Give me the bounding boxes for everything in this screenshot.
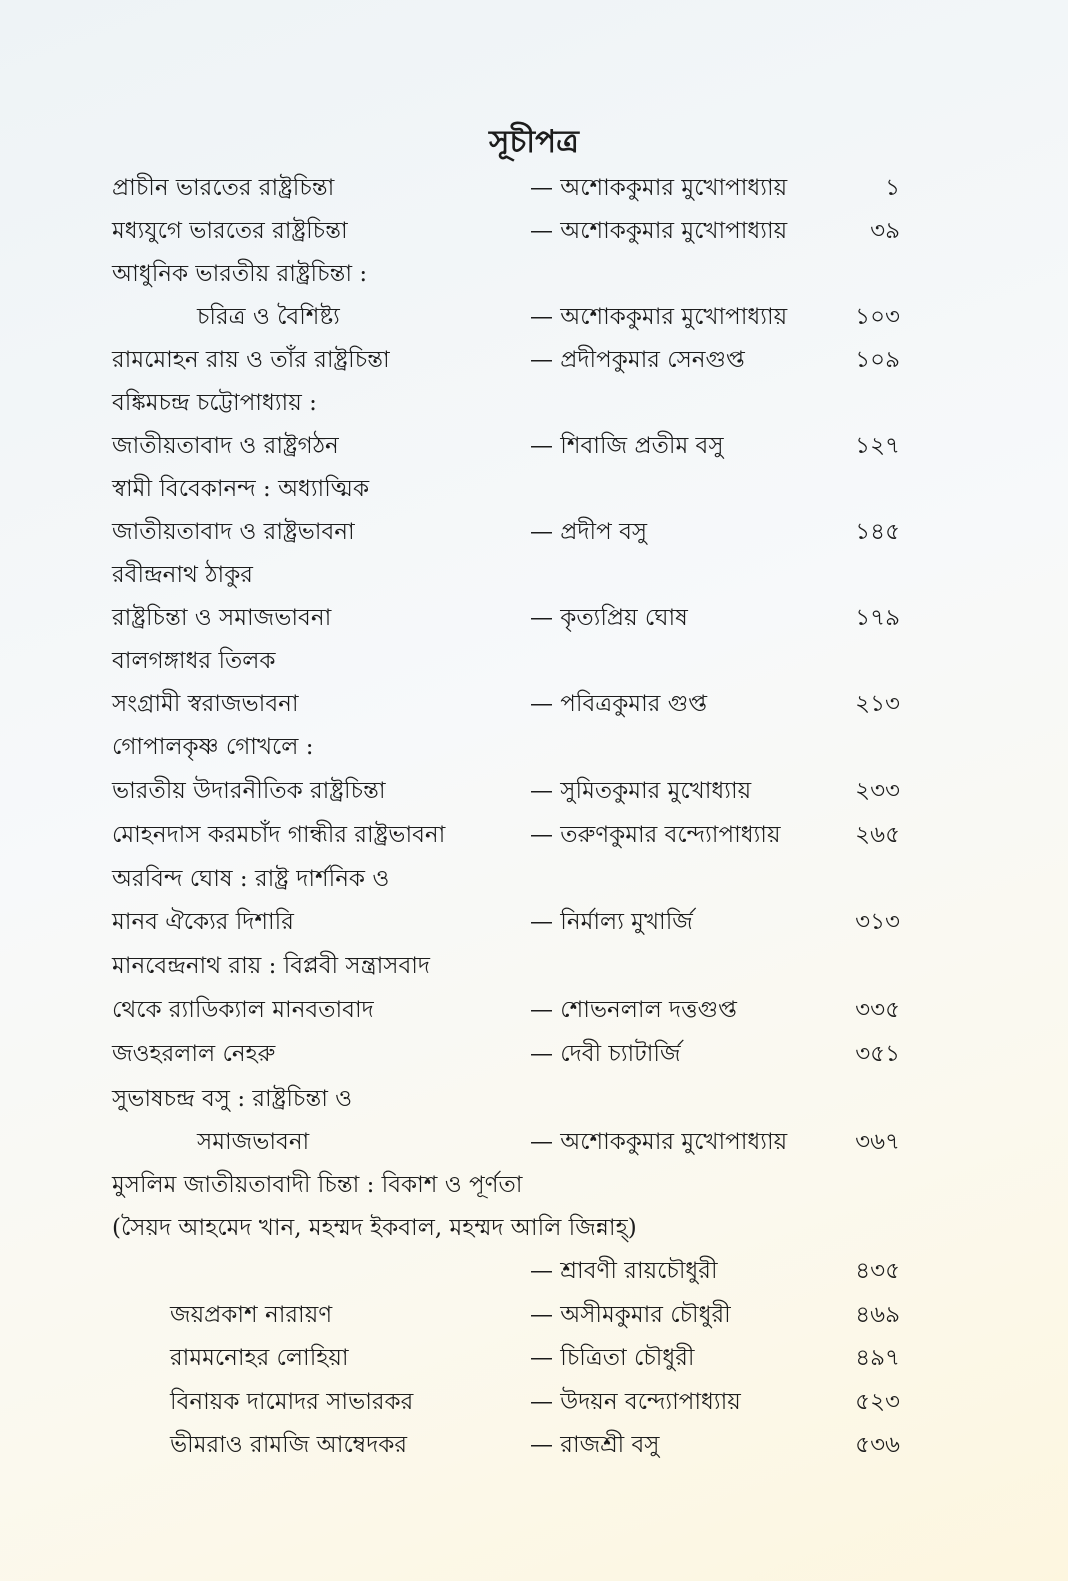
toc-entry: [0, 340, 1068, 380]
entry-page: ১০৩: [855, 304, 900, 330]
toc-section-heading: [0, 469, 1068, 509]
entry-title: বালগঙ্গাধর তিলক: [112, 648, 276, 674]
entry-page: ৩৯: [870, 218, 900, 244]
entry-page: ৫২৩: [855, 1389, 900, 1415]
toc-section-heading: [0, 641, 1068, 681]
entry-author: — পবিত্রকুমার গুপ্ত: [530, 691, 707, 717]
toc-section-heading: [0, 383, 1068, 423]
entry-page: ২১৩: [855, 691, 900, 717]
entry-page: ৪৩৫: [855, 1258, 900, 1284]
entry-page: ১০৯: [855, 347, 900, 373]
toc-entry: [0, 1295, 1068, 1335]
toc-entry: [0, 598, 1068, 638]
entry-title: মানব ঐক্যের দিশারি: [112, 909, 294, 935]
entry-page: ৩৩৫: [855, 997, 900, 1023]
toc-entry: [0, 902, 1068, 942]
toc-entry: [0, 1382, 1068, 1422]
entry-page: ২৩৩: [855, 778, 900, 804]
toc-section-heading: [0, 1165, 1068, 1205]
entry-title: বিনায়ক দামোদর সাভারকর: [170, 1389, 414, 1415]
entry-title: জওহরলাল নেহরু: [112, 1041, 276, 1067]
entry-page: ১: [885, 175, 900, 201]
entry-title: বঙ্কিমচন্দ্র চট্টোপাধ্যায় :: [112, 390, 317, 416]
entry-title: সমাজভাবনা: [197, 1129, 310, 1155]
entry-author: — অশোককুমার মুখোপাধ্যায়: [530, 175, 788, 201]
toc-entry: [0, 1251, 1068, 1291]
entry-title: আধুনিক ভারতীয় রাষ্ট্রচিন্তা :: [112, 261, 368, 287]
entry-page: ১২৭: [855, 433, 900, 459]
entry-author: — অশোককুমার মুখোপাধ্যায়: [530, 218, 788, 244]
entry-title: রামমোহন রায় ও তাঁর রাষ্ট্রচিন্তা: [112, 347, 390, 373]
entry-title: স্বামী বিবেকানন্দ : অধ্যাত্মিক: [112, 476, 370, 502]
toc-entry: [0, 168, 1068, 208]
entry-title: গোপালকৃষ্ণ গোখলে :: [112, 734, 314, 760]
entry-author: — প্রদীপকুমার সেনগুপ্ত: [530, 347, 745, 373]
entry-title: (সৈয়দ আহমেদ খান, মহম্মদ ইকবাল, মহম্মদ আলি জিন্নাহ্): [112, 1215, 637, 1241]
toc-section-heading: [0, 1079, 1068, 1119]
entry-title: মানবেন্দ্রনাথ রায় : বিপ্লবী সন্ত্রাসবাদ: [112, 953, 431, 979]
toc-entry: [0, 426, 1068, 466]
entry-title: মুসলিম জাতীয়তাবাদী চিন্তা : বিকাশ ও পূর্ণতা: [112, 1172, 523, 1198]
entry-page: ১৪৫: [855, 519, 900, 545]
entry-author: — কৃত্যপ্রিয় ঘোষ: [530, 605, 688, 631]
entry-title: জাতীয়তাবাদ ও রাষ্ট্রভাবনা: [112, 519, 355, 545]
entry-title: অরবিন্দ ঘোষ : রাষ্ট্র দার্শনিক ও: [112, 866, 390, 892]
entry-title: জয়প্রকাশ নারায়ণ: [170, 1302, 333, 1328]
entry-author: — নির্মাল্য মুখার্জি: [530, 909, 693, 935]
entry-author: — অসীমকুমার চৌধুরী: [530, 1302, 731, 1328]
entry-title: জাতীয়তাবাদ ও রাষ্ট্রগঠন: [112, 433, 339, 459]
entry-title: সুভাষচন্দ্র বসু : রাষ্ট্রচিন্তা ও: [112, 1086, 353, 1112]
entry-title: প্রাচীন ভারতের রাষ্ট্রচিন্তা: [112, 175, 335, 201]
toc-entry: [0, 512, 1068, 552]
toc-section-heading: [0, 727, 1068, 767]
entry-page: ৩৬৭: [855, 1129, 900, 1155]
toc-entry: [0, 1122, 1068, 1162]
page-title: সূচীপত্র: [489, 124, 579, 160]
toc-entry: [0, 211, 1068, 251]
toc-entry: [0, 771, 1068, 811]
entry-author: — তরুণকুমার বন্দ্যোপাধ্যায়: [530, 822, 781, 848]
toc-entry: [0, 684, 1068, 724]
toc-section-subheading: [0, 1208, 1068, 1248]
entry-author: — শিবাজি প্রতীম বসু: [530, 433, 724, 459]
entry-author: — প্রদীপ বসু: [530, 519, 648, 545]
entry-page: ৩৫১: [855, 1041, 900, 1067]
entry-title: ভীমরাও রামজি আম্বেদকর: [170, 1432, 408, 1458]
entry-page: ৪৬৯: [855, 1302, 900, 1328]
entry-title: থেকে র‍্যাডিক্যাল মানবতাবাদ: [112, 997, 374, 1023]
toc-entry: [0, 1338, 1068, 1378]
entry-page: ৪৯৭: [855, 1345, 900, 1371]
entry-title: রামমনোহর লোহিয়া: [170, 1345, 349, 1371]
entry-author: — দেবী চ্যাটার্জি: [530, 1041, 681, 1067]
entry-title: রাষ্ট্রচিন্তা ও সমাজভাবনা: [112, 605, 332, 631]
entry-page: ৫৩৬: [855, 1432, 900, 1458]
entry-page: ৩১৩: [855, 909, 900, 935]
toc-entry: [0, 815, 1068, 855]
entry-title: ভারতীয় উদারনীতিক রাষ্ট্রচিন্তা: [112, 778, 386, 804]
entry-author: — শ্রাবণী রায়চৌধুরী: [530, 1258, 718, 1284]
toc-section-heading: [0, 254, 1068, 294]
entry-page: ২৬৫: [855, 822, 900, 848]
entry-author: — রাজশ্রী বসু: [530, 1432, 660, 1458]
entry-author: — শোভনলাল দত্তগুপ্ত: [530, 997, 737, 1023]
entry-title: মধ্যযুগে ভারতের রাষ্ট্রচিন্তা: [112, 218, 348, 244]
entry-title: চরিত্র ও বৈশিষ্ট্য: [197, 304, 340, 330]
toc-entry: [0, 297, 1068, 337]
entry-author: — অশোককুমার মুখোপাধ্যায়: [530, 304, 788, 330]
entry-author: — উদয়ন বন্দ্যোপাধ্যায়: [530, 1389, 741, 1415]
entry-title: মোহনদাস করমচাঁদ গান্ধীর রাষ্ট্রভাবনা: [112, 822, 446, 848]
entry-title: সংগ্রামী স্বরাজভাবনা: [112, 691, 299, 717]
entry-author: — চিত্রিতা চৌধুরী: [530, 1345, 695, 1371]
entry-author: — সুমিতকুমার মুখোধ্যায়: [530, 778, 752, 804]
toc-entry: [0, 1034, 1068, 1074]
toc-section-heading: [0, 555, 1068, 595]
entry-author: — অশোককুমার মুখোপাধ্যায়: [530, 1129, 788, 1155]
entry-page: ১৭৯: [855, 605, 900, 631]
toc-entry: [0, 990, 1068, 1030]
toc-section-heading: [0, 946, 1068, 986]
toc-entry: [0, 1425, 1068, 1465]
entry-title: রবীন্দ্রনাথ ঠাকুর: [112, 562, 253, 588]
toc-section-heading: [0, 859, 1068, 899]
